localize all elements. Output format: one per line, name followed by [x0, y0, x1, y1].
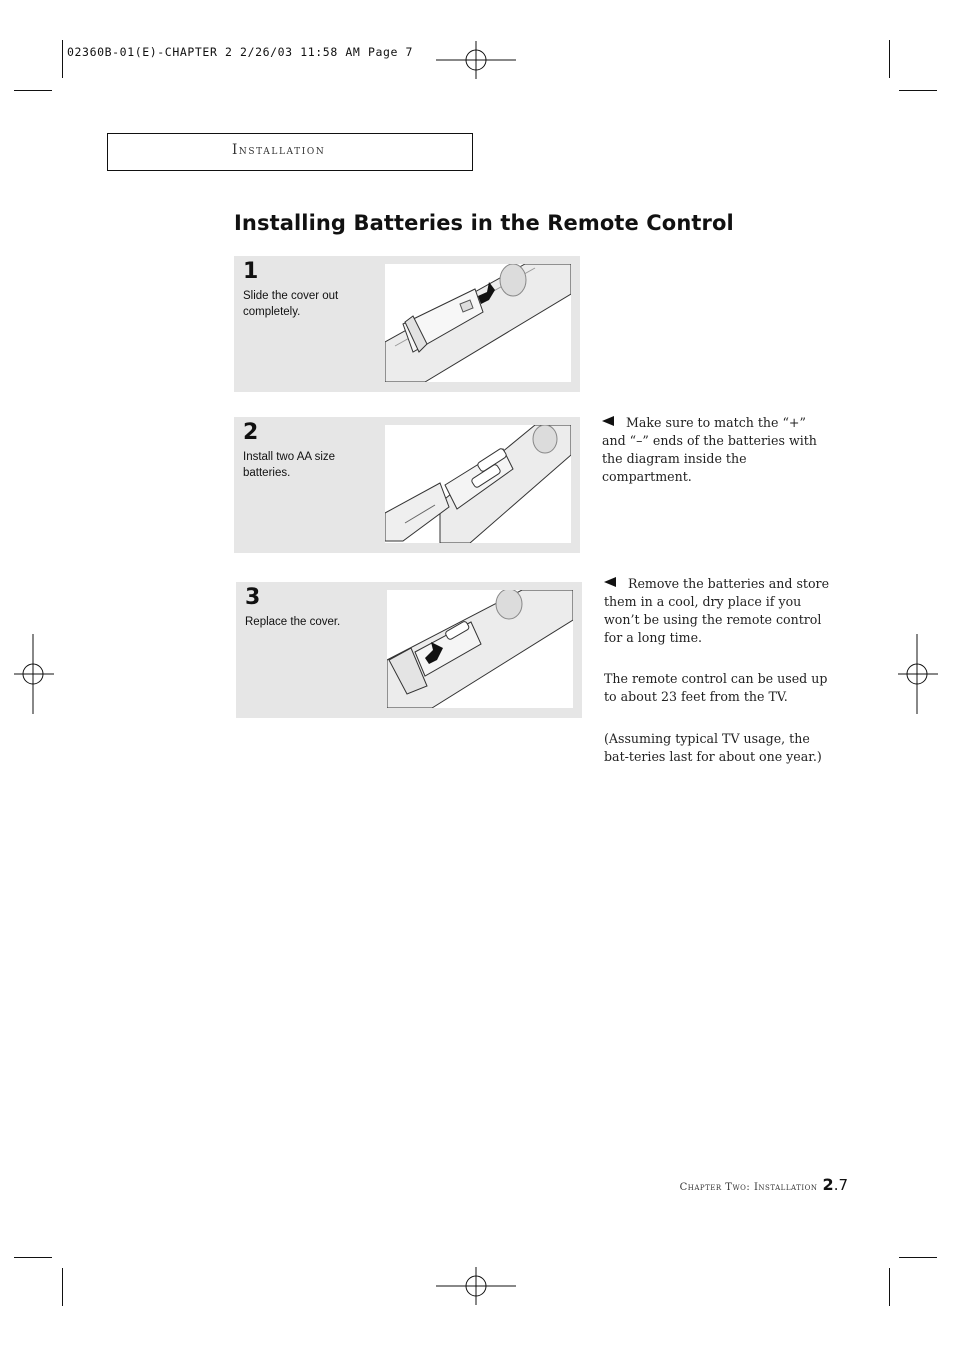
step-instruction: Slide the cover out completely.	[243, 290, 339, 318]
note-battery-life: (Assuming typical TV usage, the bat-teries last for about one year.)	[604, 731, 822, 764]
remote-illustration	[385, 264, 571, 382]
section-header: Installation	[232, 142, 326, 158]
page-number-major: 2	[822, 1175, 834, 1194]
note-range: The remote control can be used up to about 23 feet from the TV.	[604, 671, 828, 704]
note-polarity-text: Make sure to match the “+” and “–” ends of the batteries with the diagram inside the compartment.	[602, 415, 817, 484]
footer-chapter: Chapter Two: Installation	[679, 1182, 818, 1193]
note-polarity	[602, 414, 828, 486]
step-number: 2	[243, 420, 259, 445]
registration-mark-left	[14, 634, 54, 714]
bullet-arrow-icon	[604, 577, 616, 587]
page-title: Installing Batteries in the Remote Control	[234, 211, 734, 235]
step-instruction: Replace the cover.	[245, 616, 341, 628]
note-storage-text: Remove the batteries and store them in a cool, dry place if you won’t be using the remote control for a long time.	[604, 576, 830, 645]
slug-line: 02360B-01(E)-CHAPTER 2 2/26/03 11:58 AM Page 7	[67, 45, 414, 59]
page-number-minor: .7	[833, 1176, 848, 1194]
step-3-panel	[236, 582, 582, 718]
page-footer	[680, 1175, 848, 1194]
note-storage	[604, 575, 830, 647]
step-instruction: Install two AA size batteries.	[243, 451, 336, 479]
registration-mark-right	[898, 634, 938, 714]
remote-illustration	[385, 425, 571, 543]
step-number: 1	[243, 259, 259, 284]
registration-mark-top	[436, 41, 516, 79]
step-number: 3	[245, 585, 261, 610]
step-1-panel	[234, 256, 580, 392]
registration-mark-bottom	[436, 1267, 516, 1305]
bullet-arrow-icon	[602, 416, 614, 426]
step-2-panel	[234, 417, 580, 553]
remote-illustration	[387, 590, 573, 708]
section-header-box	[107, 133, 473, 171]
